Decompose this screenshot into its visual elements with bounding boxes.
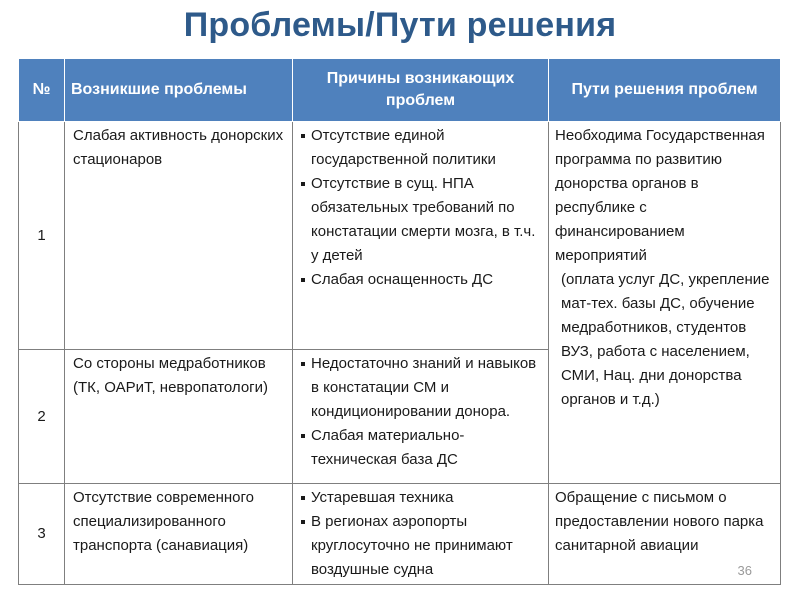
solution-text: Необходима Государственная программа по развитию донорства органов в республике с финансированием мероприятий	[555, 127, 765, 264]
problem-cell: Слабая активность донорских стационаров	[65, 122, 293, 350]
causes-list	[301, 352, 542, 472]
header-num: №	[19, 59, 65, 122]
row-number: 3	[19, 484, 65, 585]
cause-item: Слабая оснащенность ДС	[301, 268, 542, 292]
page-number: 36	[737, 563, 752, 578]
cause-item: Отсутствие в сущ. НПА обязательных требований по констатации смерти мозга, в т.ч. у детей	[301, 172, 542, 268]
table-row	[19, 484, 781, 585]
table-header-row	[19, 59, 781, 122]
table-row	[19, 122, 781, 350]
causes-list	[301, 124, 542, 292]
causes-list	[301, 486, 542, 582]
header-problems: Возникшие проблемы	[65, 59, 293, 122]
cause-item: В регионах аэропорты круглосуточно не принимают воздушные судна	[301, 510, 542, 582]
solution-merged-cell	[549, 122, 781, 484]
solutions-table-container	[18, 58, 780, 585]
row-number: 1	[19, 122, 65, 350]
solution-details: (оплата услуг ДС, укрепление мат-тех. базы ДС, обучение медработников, студентов ВУЗ, работа с населением, СМИ, Нац. дни донорства органов и т.д.)	[561, 271, 770, 408]
problem-cell: Отсутствие современного специализированного транспорта (санавиация)	[65, 484, 293, 585]
solution-cell: Обращение с письмом о предоставлении нового парка санитарной авиации	[549, 484, 781, 585]
header-solutions: Пути решения проблем	[549, 59, 781, 122]
cause-item: Недостаточно знаний и навыков в констатации СМ и кондиционировании донора.	[301, 352, 542, 424]
cause-item: Устаревшая техника	[301, 486, 542, 510]
causes-cell	[293, 122, 549, 350]
cause-item: Слабая материально-техническая база ДС	[301, 424, 542, 472]
row-number: 2	[19, 350, 65, 484]
header-causes: Причины возникающих проблем	[293, 59, 549, 122]
causes-cell	[293, 484, 549, 585]
causes-cell	[293, 350, 549, 484]
cause-item: Отсутствие единой государственной политики	[301, 124, 542, 172]
problem-cell: Со стороны медработников (ТК, ОАРиТ, невропатологи)	[65, 350, 293, 484]
solutions-table	[18, 58, 781, 585]
slide-title: Проблемы/Пути решения	[183, 6, 617, 44]
